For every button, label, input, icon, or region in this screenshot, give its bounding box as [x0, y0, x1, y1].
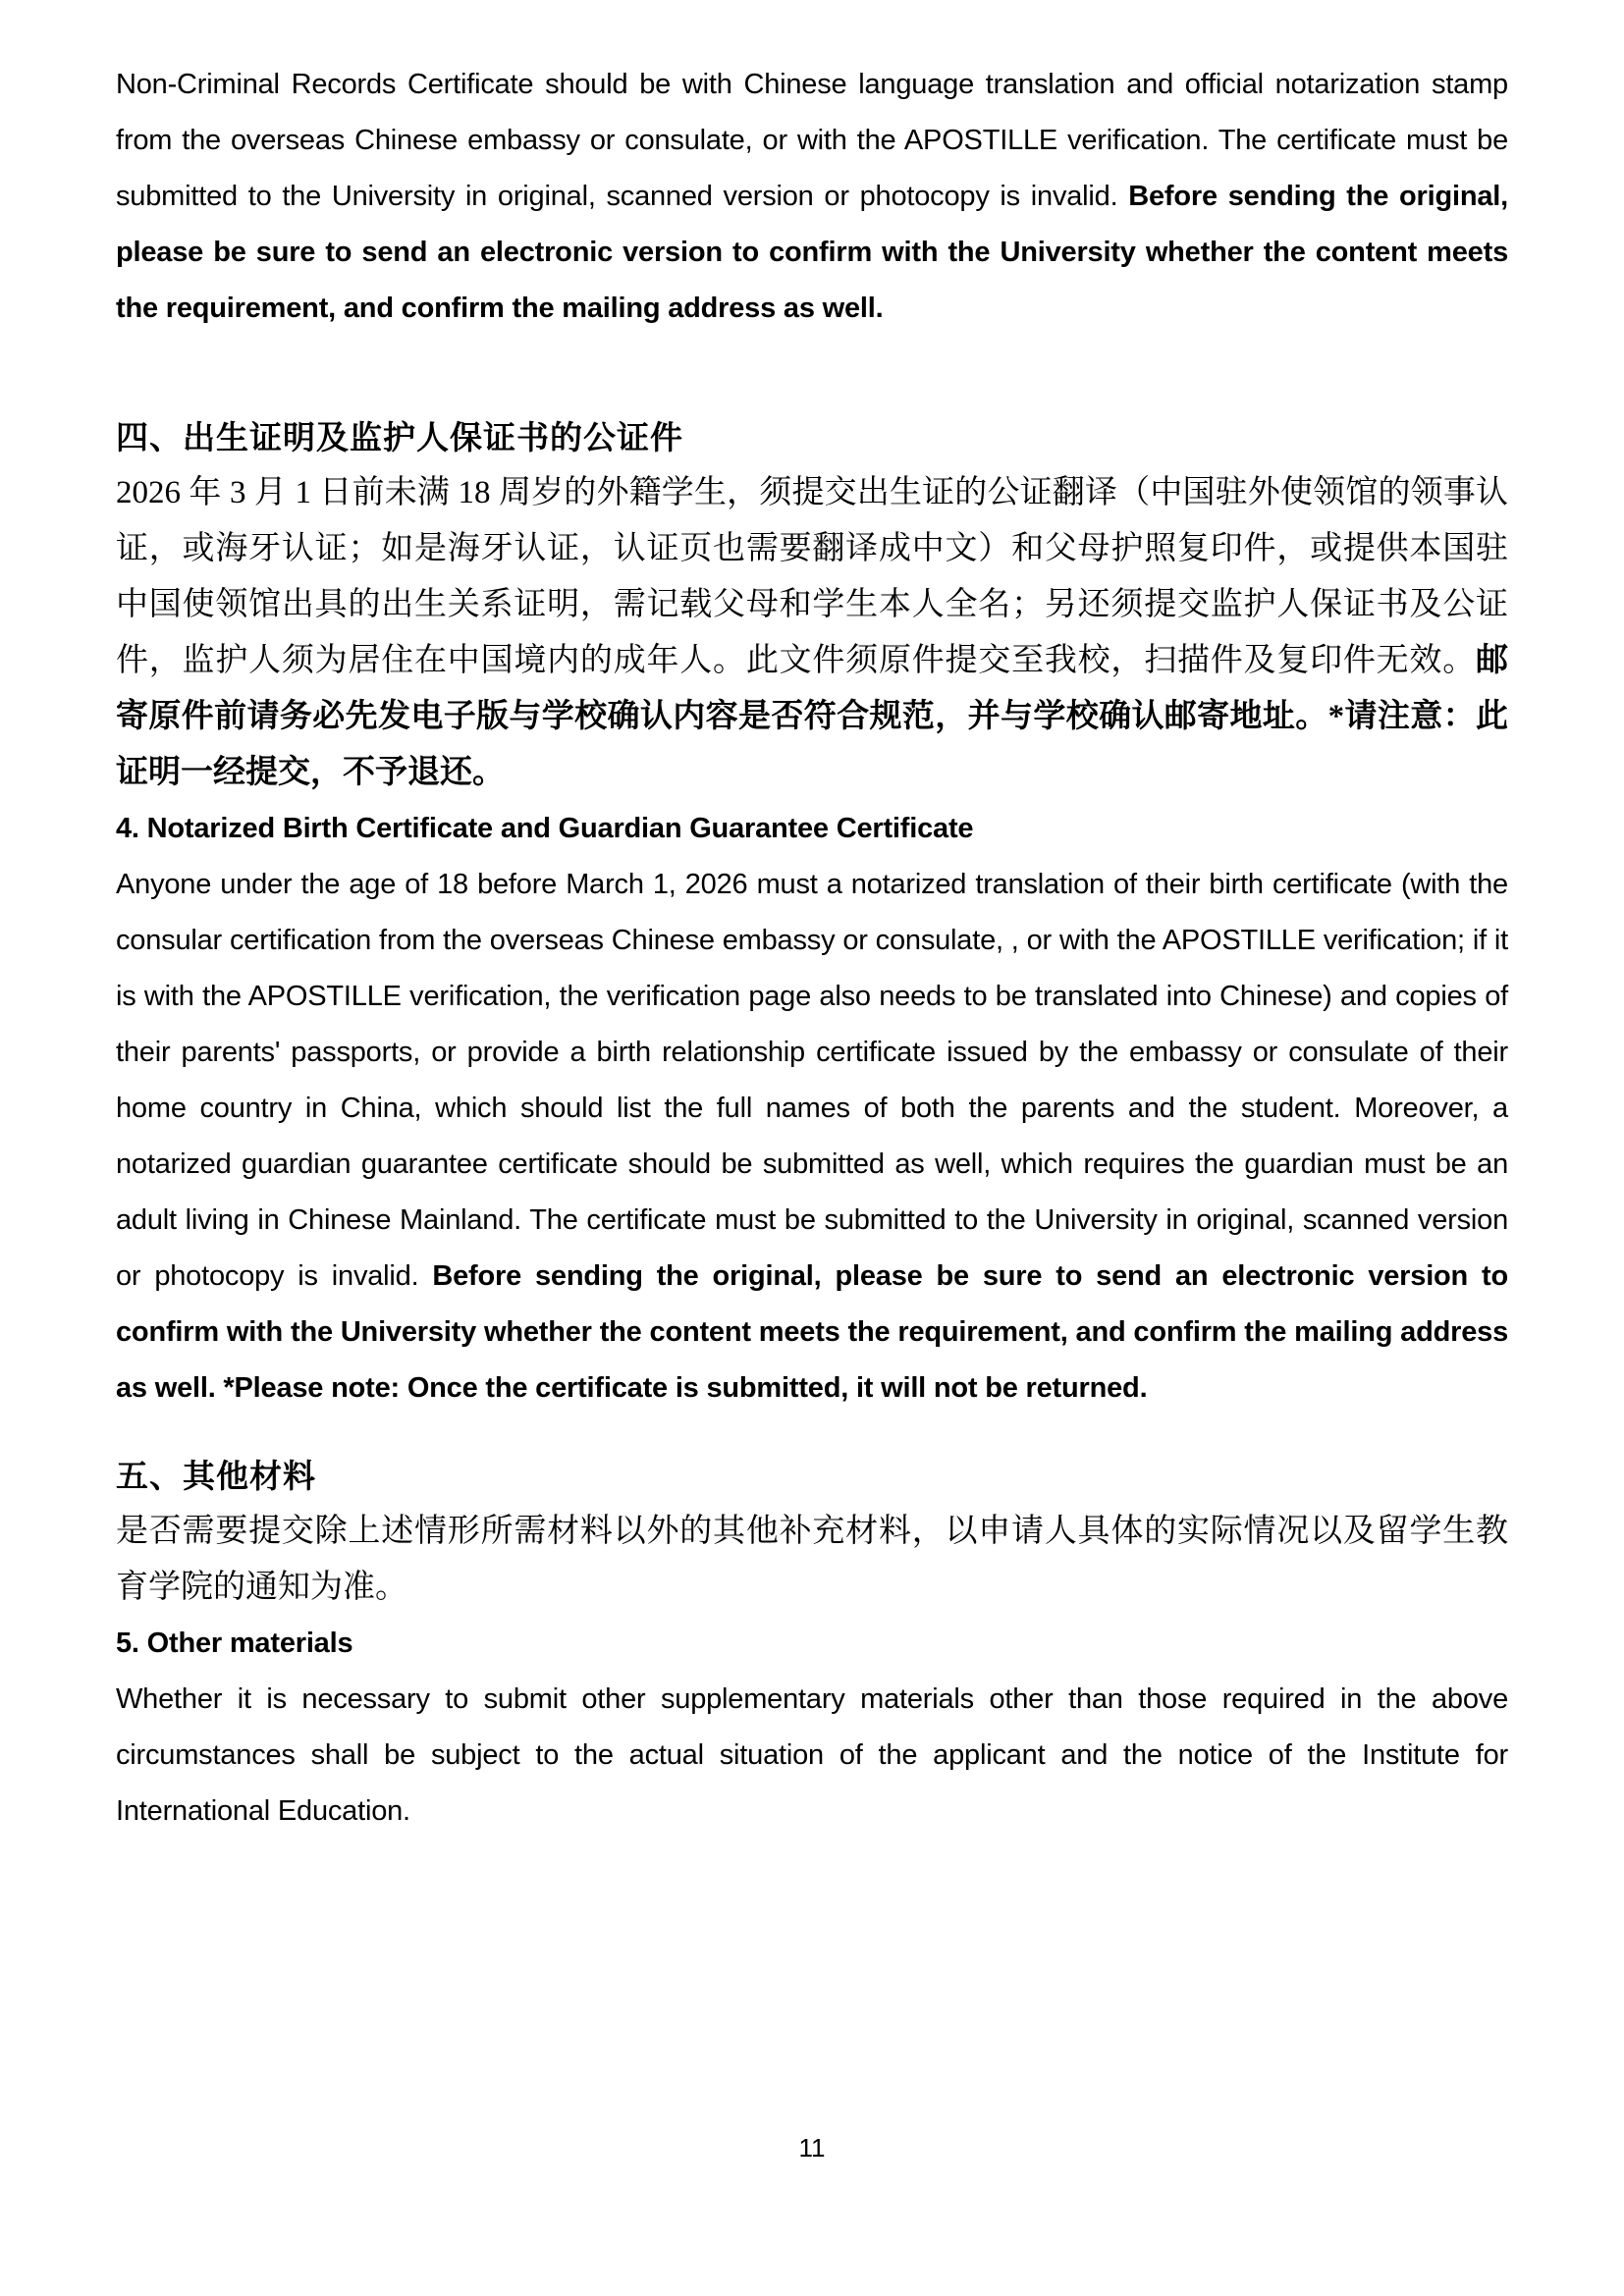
paragraph-non-criminal-records: Non-Criminal Records Certificate should be with Chinese language translation and official notarization stamp from the overseas Chinese embassy or consulate, or with the APOSTILLE verification. The certificate must be submitted to the University in original, scanned version or photocopy is invalid. Before sending the original, please be sure to send an electronic version to confirm with the University whether the content meets the requirement, and confirm the mailing address as well. — [116, 69, 1508, 324]
section-4-heading-en: 4. Notarized Birth Certificate and Guardian Guarantee Certificate — [116, 813, 974, 844]
section-5-heading-en: 5. Other materials — [116, 1628, 353, 1659]
section-4-heading-zh: 四、出生证明及监护人保证书的公证件 — [116, 419, 683, 455]
section-5-heading-zh: 五、其他材料 — [116, 1458, 316, 1494]
page-number: 11 — [798, 2133, 826, 2163]
section-5-body-en: Whether it is necessary to submit other supplementary materials other than those required in the above circumstances shall be subject to the actual situation of the applicant and the notice of the Institute for International Education. — [116, 1683, 1508, 1827]
section-4-body-zh: 2026 年 3 月 1 日前未满 18 周岁的外籍学生，须提交出生证的公证翻译（中国驻外使领馆的领事认证，或海牙认证；如是海牙认证，认证页也需要翻译成中文）和父母护照复印件，或提供本国驻中国使领馆出具的出生关系证明，需记载父母和学生本人全名；另还须提交监护人保证书及公证件，监护人须为居住在中国境内的成年人。此文件须原件提交至我校，扫描件及复印件无效。邮寄原件前请务必先发电子版与学校确认内容是否符合规范，并与学校确认邮寄地址。*请注意：此证明一经提交，不予退还。 — [116, 475, 1508, 790]
section-4-body-en: Anyone under the age of 18 before March 1, 2026 must a notarized translation of their birth certificate (with the consular certification from the overseas Chinese embassy or consulate, , or with the APOSTILLE verification; if it is with the APOSTILLE verification, the verification page also needs to be translated into Chinese) and copies of their parents' passports, or provide a birth relationship certificate issued by the embassy or consulate of their home country in China, which should list the full names of both the parents and the student. Moreover, a notarized guardian guarantee certificate should be submitted as well, which requires the guardian must be an adult living in Chinese Mainland. The certificate must be submitted to the University in original, scanned version or photocopy is invalid. Before sending the original, please be sure to send an electronic version to confirm with the University whether the content meets the requirement, and confirm the mailing address as well. *Please note: Once the certificate is submitted, it will not be returned. — [116, 869, 1508, 1404]
section-5-body-zh: 是否需要提交除上述情形所需材料以外的其他补充材料，以申请人具体的实际情况以及留学生教育学院的通知为准。 — [116, 1514, 1508, 1605]
